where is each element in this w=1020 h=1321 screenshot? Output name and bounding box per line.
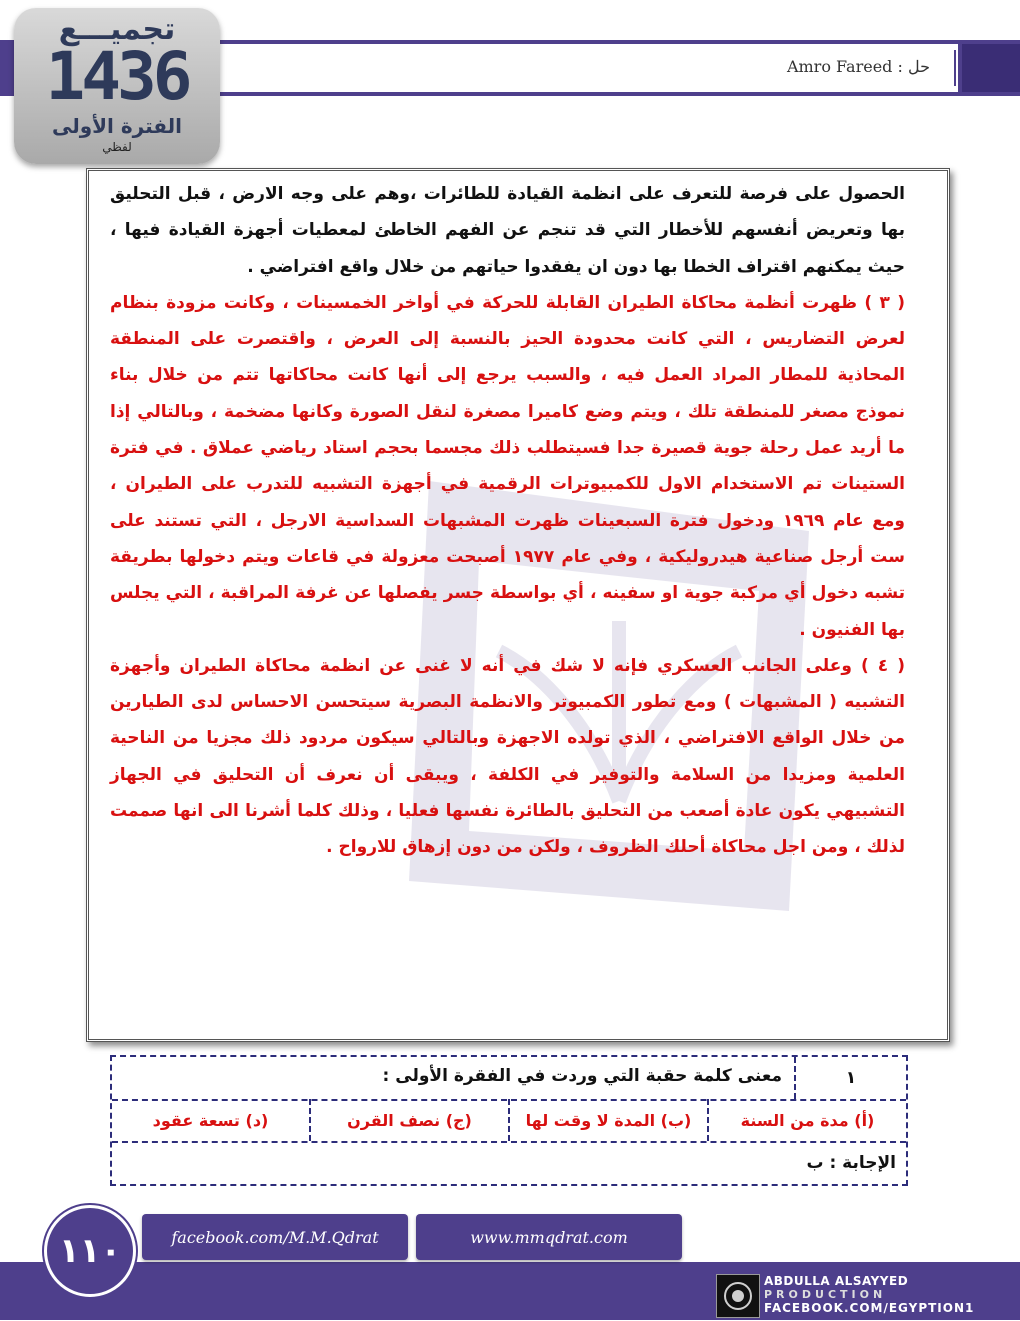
answer-text: الإجابة : ب: [806, 1153, 896, 1173]
option-b[interactable]: (ب) المدة لا وقت لها: [508, 1099, 707, 1141]
question-number: ١: [794, 1057, 906, 1099]
brand-name: ABDULLA ALSAYYED: [764, 1274, 909, 1288]
website-link[interactable]: www.mmqdrat.com: [416, 1214, 682, 1260]
question-table: [110, 1055, 908, 1186]
option-d[interactable]: (د) تسعة عقود: [152, 1110, 269, 1130]
header-divider: [954, 50, 956, 86]
option-a[interactable]: (أ) مدة من السنة: [707, 1099, 906, 1141]
solver-credit: حل : Amro Fareed: [786, 57, 930, 76]
page-number: ١١٠: [44, 1205, 136, 1297]
option-c[interactable]: (ج) نصف القرن: [309, 1099, 508, 1141]
paragraph-3: ( ٣ ) ظهرت أنظمة محاكاة الطيران القابلة للحركة في أواخر الخمسينات ، وكانت مزودة بنظام لعرض التضاريس ، التي كانت محدودة الحيز بالنسبة إلى العرض ، واقتصرت على المنطقة المحاذية للمطار المراد العمل فيه ، والسبب يرجع إلى أنها كانت محاكاتها تتم من خلال بناء نموذج مصغر للمنطقة تلك ، ويتم وضع كاميرا مصغرة لنقل الصورة وكانها مضخمة ، وبالتالي إذا ما أريد عمل رحلة جوية قصيرة جدا فسيتطلب ذلك مجسما بحجم استاد رياضي عملاق . في فترة الستينات تم الاستخدام الاول للكمبيوترات الرقمية في أجهزة التشبيه للتدرب على الطيران ، ومع عام ١٩٦٩ ودخول فترة السبعينات ظهرت المشبهات السداسية الارجل ، التي تستند على ست أرجل صناعية هيدروليكية ، وفي عام ١٩٧٧ أصبحت معزولة في قاعات ويتم دخولها بطريقة تشبه دخول أي مركبة جوية او سفينه ، أي بواسطة جسر يفصلها عن غرفة المراقبة ، التي يجلس بها الفنيون .: [110, 292, 905, 640]
options-row: [112, 1099, 906, 1143]
collection-logo: [14, 8, 220, 164]
facebook-link[interactable]: facebook.com/M.M.Qdrat: [142, 1214, 408, 1260]
header-stripe: [962, 44, 1020, 92]
logo-title: تجميـــع: [58, 12, 176, 47]
passage-text: [110, 176, 905, 866]
production-brand: [716, 1272, 1014, 1318]
brand-production: PRODUCTION: [764, 1288, 887, 1301]
aperture-icon: [717, 1275, 759, 1317]
question-text: معنى كلمة حقبة التي وردت في الفقرة الأولى :: [382, 1066, 782, 1086]
brand-facebook: FACEBOOK.COM/EGYPTION1: [764, 1301, 975, 1315]
logo-year: 1436: [45, 38, 189, 115]
question-row: [112, 1057, 906, 1101]
logo-section: لفظي: [102, 140, 132, 154]
logo-period: الفترة الأولى: [51, 114, 183, 138]
paragraph-4: ( ٤ ) وعلى الجانب العسكري فإنه لا شك في أنه لا غنى عن انظمة محاكاة الطيران وأجهزة التشبيه ( المشبهات ) ومع تطور الكمبيوتر والانظمة البصرية سيتحسن الاحساس لدى الطيارين من خلال الواقع الافتراضي ، الذي تولده الاجهزة وبالتالي سيكون مردود ذلك مجزيا من الناحية العلمية ومزيدا من السلامة والتوفير في الكلفة ، ويبقى أن نعرف أن التحليق في الجهاز التشبيهي يكون عادة أصعب من التحليق بالطائرة نفسها فعليا ، وذلك كلما أشرنا الى انها صممت لذلك ، ومن اجل محاكاة أحلك الظروف ، ولكن من دون إزهاق للارواح .: [110, 655, 905, 858]
camera-logo-icon: [716, 1274, 760, 1318]
paragraph-1: الحصول على فرصة للتعرف على انظمة القيادة للطائرات ،وهم على وجه الارض ، قبل التحليق بها وتعريض أنفسهم للأخطار التي قد تنجم عن الفهم الخاطئ لمعطيات أجهزة القيادة فيها ، حيث يمكنهم اقتراف الخطا بها دون ان يفقدوا حياتهم من خلال واقع افتراضي .: [110, 184, 905, 277]
